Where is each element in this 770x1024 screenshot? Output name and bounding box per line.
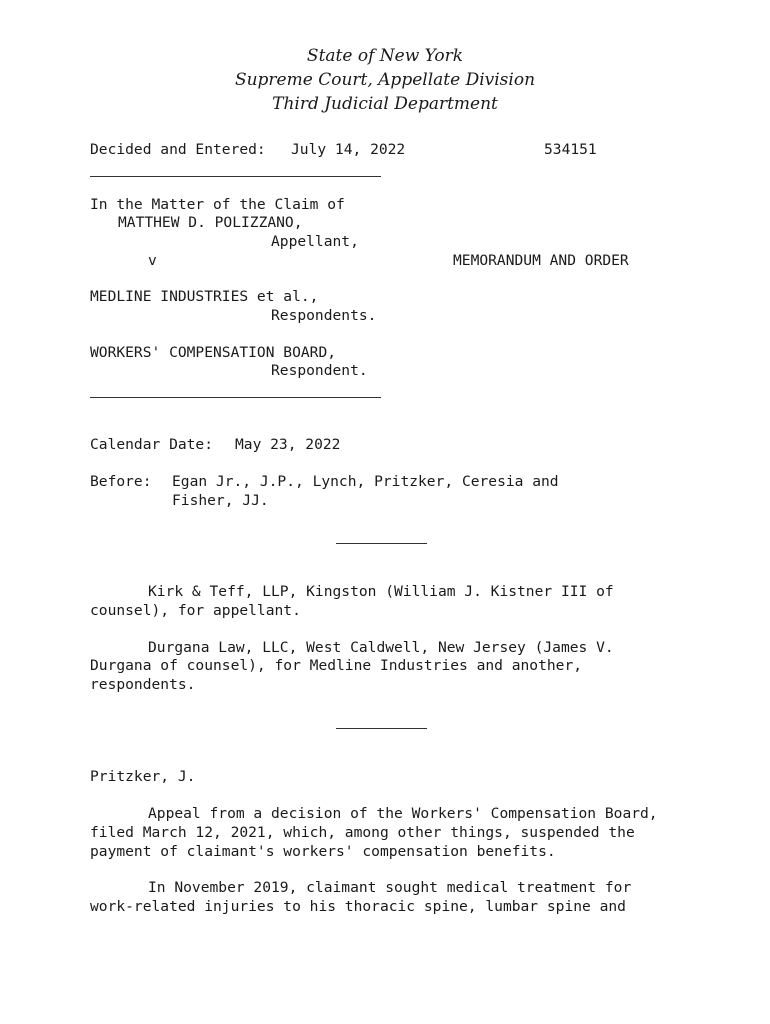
opinion-paragraph-1-cont: filed March 12, 2021, which, among other things, suspended the	[90, 824, 635, 841]
respondent-counsel: Durgana Law, LLC, West Caldwell, New Jersey (James V.	[148, 639, 614, 656]
opinion-author: Pritzker, J.	[90, 768, 196, 785]
calendar-date: May 23, 2022	[235, 436, 341, 453]
caption-respondent-1-role: Respondents.	[271, 307, 377, 324]
opinion-paragraph-1: Appeal from a decision of the Workers' Compensation Board,	[148, 805, 658, 822]
opinion-paragraph-1-cont-2: payment of claimant's workers' compensation benefits.	[90, 843, 556, 860]
caption-claimant-role: Appellant,	[271, 233, 359, 250]
order-type: MEMORANDUM AND ORDER	[453, 252, 629, 269]
docket-number: 534151	[544, 141, 597, 158]
section-divider	[336, 543, 427, 544]
caption-versus: v	[148, 252, 157, 269]
respondent-counsel-cont-2: respondents.	[90, 676, 196, 693]
caption-claimant: MATTHEW D. POLIZZANO,	[118, 214, 303, 231]
caption-matter: In the Matter of the Claim of	[90, 196, 345, 213]
appellant-counsel: Kirk & Teff, LLP, Kingston (William J. Kistner III of	[148, 583, 614, 600]
respondent-counsel-cont: Durgana of counsel), for Medline Industries and another,	[90, 657, 583, 674]
opinion-paragraph-2-cont: work-related injuries to his thoracic spine, lumbar spine and	[90, 898, 626, 915]
appellant-counsel-cont: counsel), for appellant.	[90, 602, 301, 619]
court-state: State of New York	[306, 46, 464, 66]
court-department: Third Judicial Department	[272, 94, 498, 114]
caption-top-rule	[90, 176, 381, 177]
opinion-paragraph-2: In November 2019, claimant sought medical treatment for	[148, 879, 632, 896]
bench-justices: Egan Jr., J.P., Lynch, Pritzker, Ceresia and	[172, 473, 559, 490]
bench-label: Before:	[90, 473, 152, 490]
section-divider	[336, 728, 427, 729]
decided-date: July 14, 2022	[291, 141, 406, 158]
caption-bottom-rule	[90, 397, 381, 398]
bench-justices-cont: Fisher, JJ.	[172, 492, 269, 509]
calendar-label: Calendar Date:	[90, 436, 214, 453]
caption-respondent-2-role: Respondent.	[271, 362, 368, 379]
caption-respondent-1: MEDLINE INDUSTRIES et al.,	[90, 288, 319, 305]
caption-respondent-2: WORKERS' COMPENSATION BOARD,	[90, 344, 337, 361]
court-name: Supreme Court, Appellate Division	[234, 70, 536, 90]
decided-label: Decided and Entered:	[90, 141, 266, 158]
